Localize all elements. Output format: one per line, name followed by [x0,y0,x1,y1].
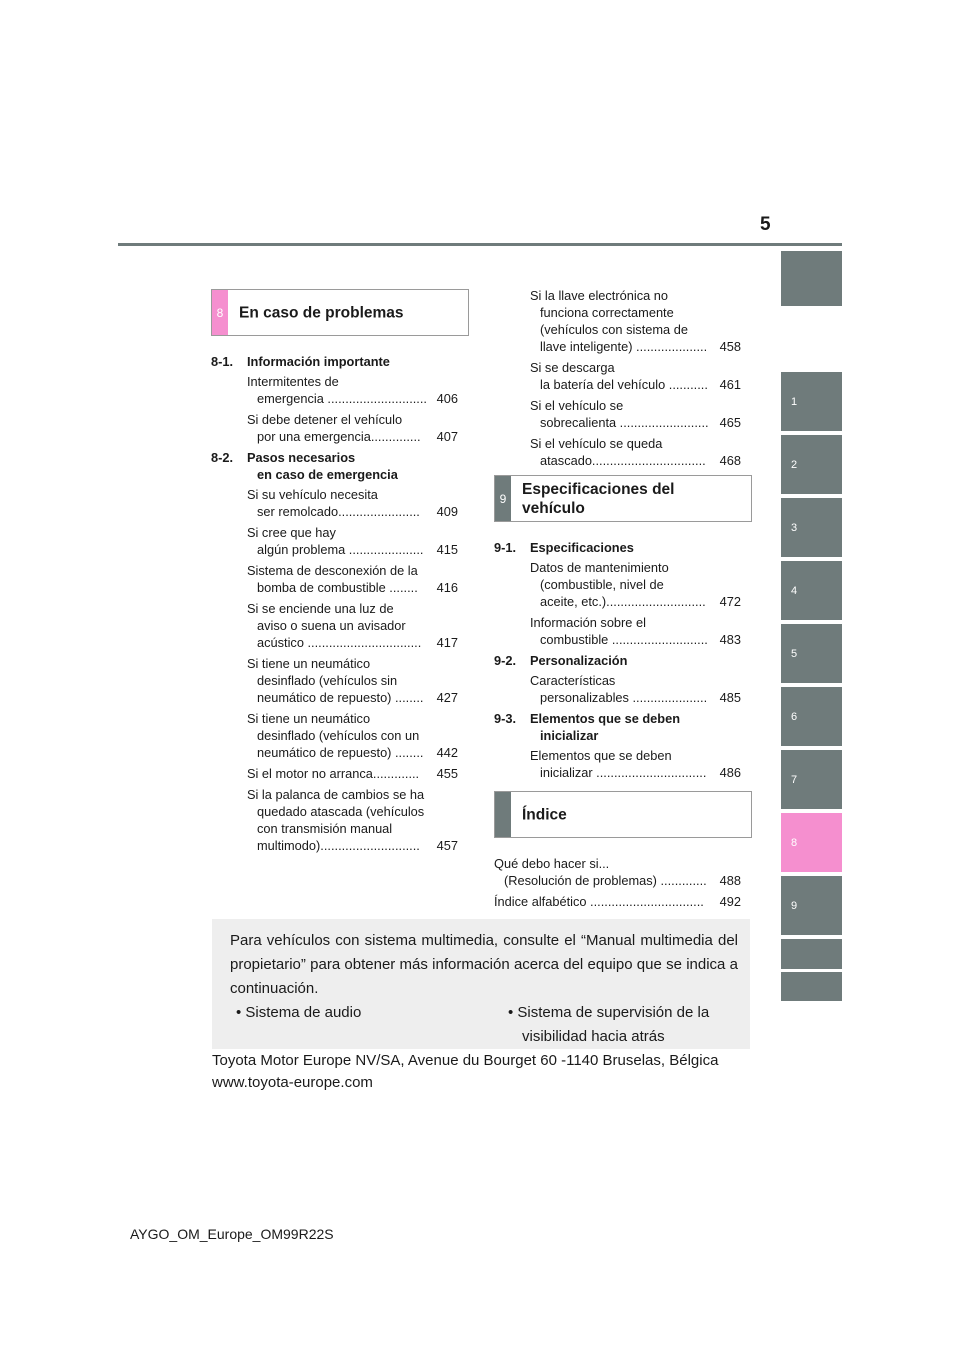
entry-page: 455 [436,766,458,781]
entry-text: Características [530,673,616,688]
footer: AYGO_OM_Europe_OM99R22S [130,1226,334,1242]
entry-text: con transmisión manual [257,821,393,836]
entry-text: Sistema de desconexión de la [247,563,418,578]
group-title: Elementos que se deben [530,711,681,726]
section-9-header[interactable] [494,475,752,522]
toc-group [494,652,741,669]
entry-page: 406 [436,391,458,406]
entry-page: 486 [719,765,741,780]
toc-group [494,710,741,744]
entry-page: 472 [719,594,741,609]
entry-page: 483 [719,632,741,647]
side-tab-7[interactable] [781,750,842,809]
entry-text: Si se enciende una luz de [247,601,394,616]
entry-page: 488 [719,873,741,888]
toc-entry[interactable] [247,373,458,407]
side-tab-label: 5 [791,647,798,660]
group-number: 8-1. [211,354,234,369]
entry-text: Si su vehículo necesita [247,487,378,502]
toc-entry[interactable] [530,672,741,706]
entry-text: combustible ........................... [540,632,708,647]
entry-text: desinflado (vehículos sin [257,673,398,688]
entry-text: sobrecalienta ......................... [540,415,709,430]
toc-entry[interactable] [530,559,741,610]
toc-entry[interactable] [530,435,741,469]
side-tab-bottom[interactable] [781,939,842,969]
entry-text: aviso o suena un avisador [257,618,406,633]
entry-text: inicializar ............................... [540,765,707,780]
section-8-header[interactable] [211,289,469,336]
entry-text: neumático de repuesto) ........ [257,690,424,705]
entry-page: 468 [719,453,741,468]
group-title: Personalización [530,653,628,668]
entry-text: por una emergencia.............. [257,429,421,444]
entry-page: 409 [436,504,458,519]
info-bullet-camera [508,1001,738,1049]
group-number: 9-3. [494,711,517,726]
toc-entry[interactable] [530,359,741,393]
entry-page: 485 [719,690,741,705]
toc-entry[interactable] [530,747,741,781]
side-tab-9[interactable] [781,876,842,935]
toc-entries [211,486,458,854]
entry-text: neumático de repuesto) ........ [257,745,424,760]
toc-section-8 [211,353,458,858]
side-tab-label: 9 [791,899,798,912]
toc-entry[interactable] [247,786,458,854]
side-tab-3[interactable] [781,498,842,557]
address [212,1050,752,1094]
entry-text: Si el motor no arranca............. [247,766,420,781]
side-tab-label: 4 [791,584,798,597]
entry-page: 416 [436,580,458,595]
entry-text: aceite, etc.)............................ [540,594,706,609]
toc-entry[interactable] [247,524,458,558]
address-line: Toyota Motor Europe NV/SA, Avenue du Bourget 60 -1140 Bruselas, Bélgica [212,1052,719,1069]
group-number: 8-2. [211,450,234,465]
entry-text: Información sobre el [530,615,646,630]
entry-text: emergencia ............................ [257,391,427,406]
side-tab-4[interactable] [781,561,842,620]
section-title [522,480,675,518]
website-link[interactable]: www.toyota-europe.com [212,1074,373,1091]
entry-text: Datos de mantenimiento [530,560,669,575]
toc-entry[interactable] [247,411,458,445]
toc-group [211,449,458,483]
entry-text: Si el vehículo se queda [530,436,663,451]
group-title: Pasos necesarios [247,450,356,465]
side-tab-label: 3 [791,521,798,534]
entry-page: 461 [719,377,741,392]
toc-entry[interactable] [247,562,458,596]
top-rule [118,243,842,246]
group-title: en caso de emergencia [257,467,398,482]
entry-text: Si tiene un neumático [247,711,371,726]
entry-text: Si cree que hay [247,525,336,540]
entry-text: atascado................................ [540,453,706,468]
section-title: Índice [522,806,567,823]
entry-text: bomba de combustible ........ [257,580,418,595]
entry-page: 415 [436,542,458,557]
section-number: 8 [212,290,228,335]
bullet-line: visibilidad hacia atrás [522,1028,665,1045]
entry-text: (combustible, nivel de [540,577,664,592]
entry-text: Si tiene un neumático [247,656,371,671]
side-tab-5[interactable] [781,624,842,683]
entry-page: 407 [436,429,458,444]
toc-entry[interactable] [494,855,741,889]
toc-entry[interactable] [247,486,458,520]
toc-entry[interactable] [247,600,458,651]
toc-entry[interactable] [530,397,741,431]
toc-entries [211,373,458,445]
section-title: En caso de problemas [239,304,404,321]
entry-text: Intermitentes de [247,374,339,389]
toc-entry[interactable] [247,765,458,782]
entry-text: ser remolcado....................... [257,504,420,519]
entry-page: 465 [719,415,741,430]
section-title-line: vehículo [522,499,585,517]
group-title: Especificaciones [530,540,634,555]
group-number: 9-1. [494,540,517,555]
entry-text: Si el vehículo se [530,398,624,413]
entry-page: 427 [436,690,458,705]
entry-text: desinflado (vehículos con un [257,728,420,743]
entry-page: 457 [436,838,458,853]
entry-text: Índice alfabético ................................ [494,894,704,909]
group-number: 9-2. [494,653,517,668]
toc-index [494,855,741,914]
entry-text: Elementos que se deben [530,748,672,763]
entry-text: (vehículos con sistema de [540,322,688,337]
info-box [212,919,750,1049]
toc-section-9 [494,539,741,785]
group-title: inicializar [540,728,599,743]
entry-text: acústico ................................ [257,635,422,650]
section-number-blank [495,792,511,837]
side-tab-label: 2 [791,458,798,471]
side-tab-8[interactable] [781,813,842,872]
entry-text: Si la llave electrónica no [530,288,668,303]
entry-page: 442 [436,745,458,760]
side-tab-label: 6 [791,710,798,723]
entry-page: 492 [719,894,741,909]
toc-entry[interactable] [247,655,458,706]
entry-text: multimodo)............................ [257,838,420,853]
info-bullet-audio: • Sistema de audio [236,1004,362,1021]
toc-entry[interactable] [530,287,741,355]
entry-page: 458 [719,339,741,354]
entry-page: 417 [436,635,458,650]
entry-text: Si se descarga [530,360,615,375]
section-title-line: Especificaciones del [522,480,675,498]
side-tab-label: 7 [791,773,798,786]
entry-text: Qué debo hacer si... [494,856,610,871]
group-title: Información importante [247,354,390,369]
entry-text: algún problema ..................... [257,542,424,557]
bullet-line: • Sistema de supervisión de la [508,1004,710,1021]
toc-group [211,353,458,370]
side-tab-label: 1 [791,395,798,408]
side-tab-2[interactable] [781,435,842,494]
entry-text: (Resolución de problemas) ............. [504,873,707,888]
toc-entry[interactable] [530,614,741,648]
toc-entry[interactable] [494,893,741,910]
entry-text: quedado atascada (vehículos [257,804,425,819]
entry-text: personalizables ..................... [540,690,708,705]
section-number: 9 [495,476,511,521]
entry-text: Si la palanca de cambios se ha [247,787,425,802]
page-number: 5 [760,214,771,235]
info-text: Para vehículos con sistema multimedia, consulte el “Manual multimedia del propietario” para obtener más información acerca del equipo que se indica a continuación. [230,932,738,997]
entry-text: la batería del vehículo ........... [540,377,708,392]
side-tab-6[interactable] [781,687,842,746]
toc-group [494,539,741,556]
index-header[interactable] [494,791,752,838]
toc-entry[interactable] [247,710,458,761]
entry-text: llave inteligente) .................... [540,339,708,354]
side-tab-bottom-2[interactable] [781,972,842,1001]
entry-text: funciona correctamente [540,305,674,320]
side-tab-1[interactable] [781,372,842,431]
side-tab-top[interactable] [781,251,842,306]
toc-section-8-continued [494,287,741,473]
side-tab-label: 8 [791,836,798,849]
entry-text: Si debe detener el vehículo [247,412,403,427]
